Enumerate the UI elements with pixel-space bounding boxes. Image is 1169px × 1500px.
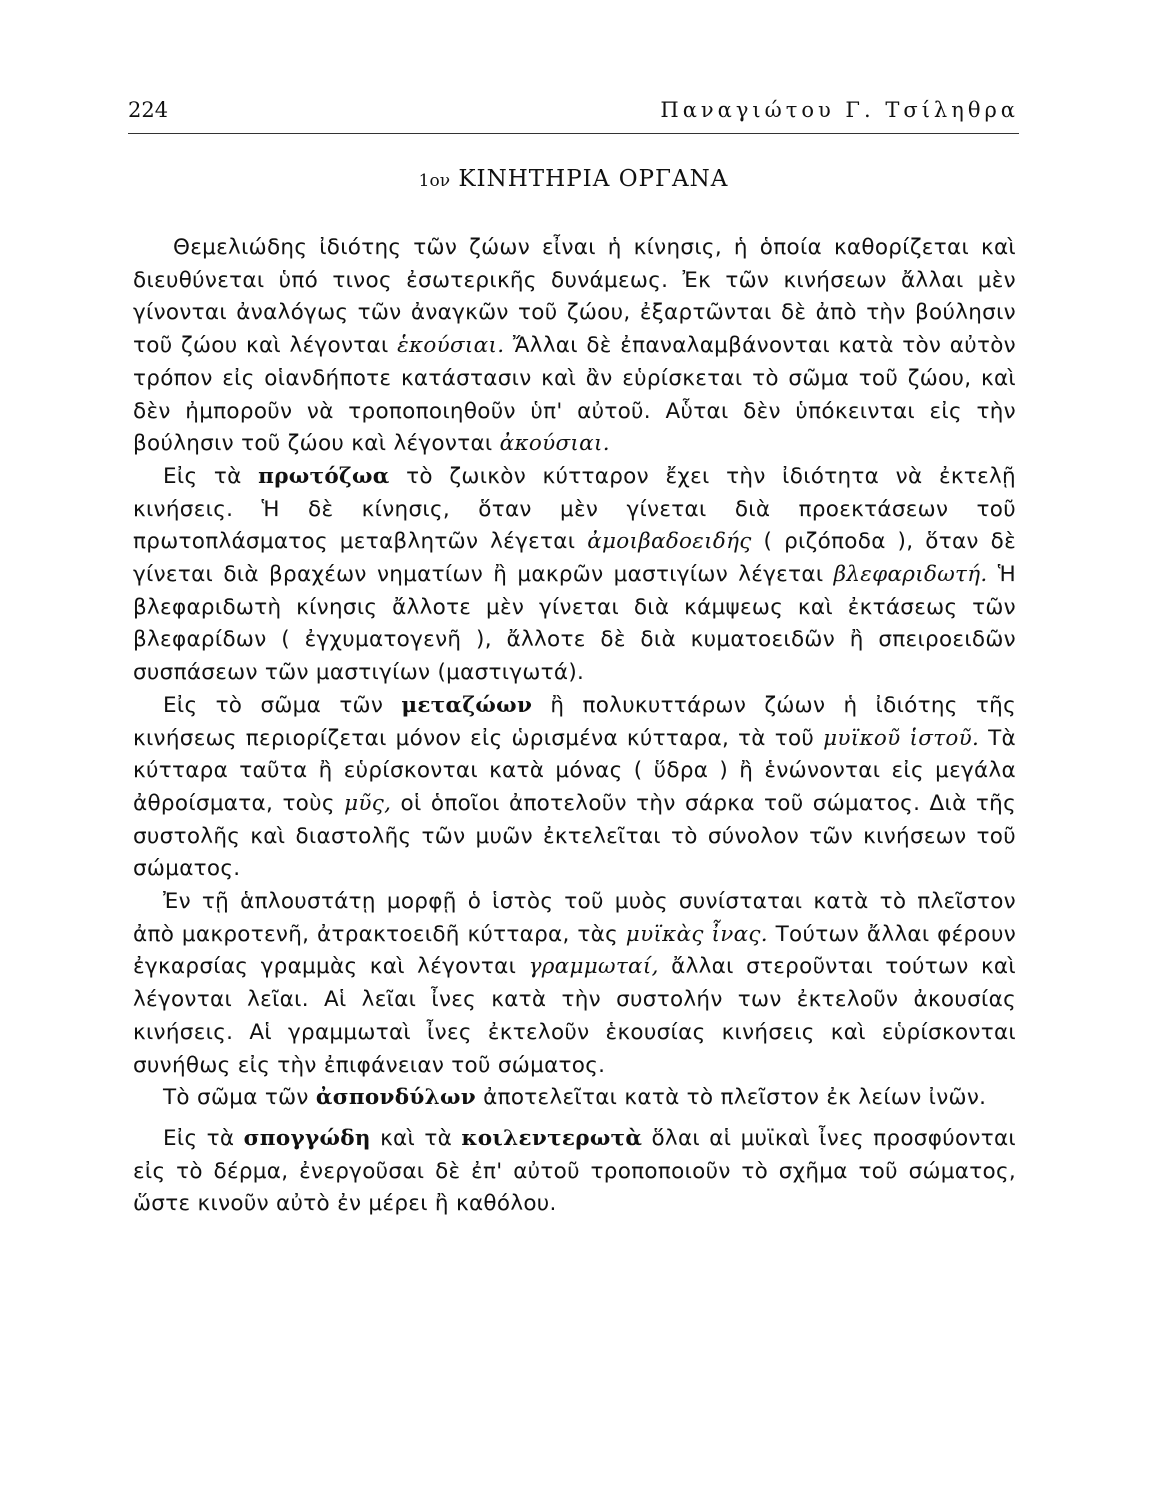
bold-term: πρωτόζωα	[258, 463, 390, 489]
text-run: Θεμελιώδης ἰδιότης τῶν ζώων εἶναι ἡ κίνησις, ἡ ὁποία καθορίζεται καὶ διευθύνεται ὑπό τινος ἐσωτερικῆς δυνάμεως. Ἐκ τῶν κινήσεων ἄλλαι μὲν γίνονται ἀναλόγως τῶν ἀναγκῶν τοῦ ζώου, ἐξαρτῶνται δὲ ἀπὸ τὴν βούλησιν τοῦ ζώου καὶ λέγονται	[133, 235, 1016, 359]
text-run: ὅλαι αἱ μυϊκαὶ ἶνες προσφύονται εἰς τὸ δέρμα, ἐνεργοῦσαι δὲ ἐπ' αὐτοῦ τροποποιοῦν τὸ σχῆμα τοῦ σώματος, ὥστε κινοῦν αὐτὸ ἐν μέρει ἢ καθόλου.	[133, 1125, 1016, 1217]
bold-term: σπογγώδη	[243, 1125, 371, 1151]
text-run: Τούτων ἄλλαι φέρουν ἐγκαρσίας γραμμὰς καὶ λέγονται	[133, 921, 1017, 980]
italic-term: μῦς,	[344, 790, 392, 816]
text-run: Ἐν τῇ ἁπλουστάτῃ μορφῇ ὁ ἱστὸς τοῦ μυὸς συνίσταται κατὰ τὸ πλεῖστον ἀπὸ μακροτενῆ, ἀτρακτοειδῆ κύτταρα, τὰς	[133, 889, 1016, 947]
text-run: Εἰς τὰ	[163, 463, 259, 489]
paragraph-6	[133, 1123, 1016, 1221]
italic-term: μυϊκοῦ ἱστοῦ.	[823, 725, 980, 751]
section-heading: ΚΙΝΗΤΗΡΙΑ ΟΡΓΑΝΑ	[458, 166, 729, 192]
italic-term: γραμμωταί,	[528, 954, 659, 980]
text-run: τὸ ζωικὸν κύτταρον ἔχει τὴν ἰδιότητα νὰ ἐκτελῇ κινήσεις. Ἡ δὲ κίνησις, ὅταν μὲν γίνεται διὰ προεκτάσεων τοῦ πρωτοπλάσματος μεταβλητῶν λέγεται	[133, 463, 1016, 555]
text-run: οἱ ὁποῖοι ἀποτελοῦν τὴν σάρκα τοῦ σώματος. Διὰ τῆς συστολῆς καὶ διαστολῆς τῶν μυῶν ἐκτελεῖται τὸ σύνολον τῶν κινήσεων τοῦ σώματος.	[133, 790, 1016, 882]
paragraph-3	[133, 690, 1016, 886]
page-number: 224	[128, 98, 169, 122]
text-run: Εἰς τὰ	[163, 1125, 244, 1151]
bold-term: κοιλεντερωτὰ	[461, 1125, 643, 1151]
italic-term: ἀμοιβαδοειδής	[587, 529, 752, 555]
text-run: καὶ τὰ	[370, 1125, 462, 1151]
page-header	[128, 98, 1019, 134]
italic-term: βλεφαριδωτή.	[833, 562, 988, 588]
body-text	[133, 232, 1016, 1221]
header-rule	[128, 133, 1019, 134]
italic-term: ἑκούσιαι.	[397, 333, 505, 359]
section-number: 1ον	[418, 171, 451, 191]
text-run: ἢ πολυκυττάρων ζώων ἡ ἰδιότης τῆς κινήσεως περιορίζεται μόνον εἰς ὡρισμένα κύτταρα, τὰ τοῦ	[133, 692, 1016, 751]
paragraph-2	[133, 461, 1016, 690]
text-run: ( ριζόποδα ), ὅταν δὲ γίνεται διὰ βραχέων νηματίων ἢ μακρῶν μαστιγίων λέγεται	[133, 529, 1016, 588]
italic-term: μυϊκὰς ἶνας.	[625, 921, 768, 947]
text-run: ἀποτελεῖται κατὰ τὸ πλεῖστον ἐκ λείων ἰνῶν.	[475, 1085, 987, 1111]
text-run: ἄλλαι στεροῦνται τούτων καὶ λέγονται λεῖαι. Αἱ λεῖαι ἶνες κατὰ τὴν συστολήν των ἐκτελοῦν ἀκουσίας κινήσεις. Αἱ γραμμωταὶ ἶνες ἐκτελοῦν ἑκουσίας κινήσεις καὶ εὑρίσκονται συνήθως εἰς τὴν ἐπιφάνειαν τοῦ σώματος.	[133, 954, 1016, 1078]
paragraph-1	[133, 232, 1016, 461]
paragraph-5	[133, 1082, 1016, 1115]
text-run: Ἄλλαι δὲ ἐπαναλαμβάνονται κατὰ τὸν αὐτὸν τρόπον εἰς οἱανδήποτε κατάστασιν καὶ ἂν εὑρίσκεται τὸ σῶμα τοῦ ζώου, καὶ δὲν ἠμποροῦν νὰ τροποποιηθοῦν ὑπ' αὐτοῦ. Αὗται δὲν ὑπόκεινται εἰς τὴν βούλησιν τοῦ ζώου καὶ λέγονται	[133, 333, 1016, 457]
bold-term: μεταζώων	[401, 692, 533, 718]
text-run: Εἰς τὸ σῶμα τῶν	[163, 692, 402, 718]
section-title	[128, 166, 1019, 192]
italic-term: ἀκούσιαι.	[499, 431, 610, 457]
bold-term: ἀσπονδύλων	[315, 1085, 476, 1111]
running-head-author: Παναγιώτου Γ. Τσίληθρα	[660, 98, 1019, 122]
text-run: Τὸ σῶμα τῶν	[163, 1085, 316, 1111]
text-run: Ἡ βλεφαριδωτὴ κίνησις ἄλλοτε μὲν γίνεται διὰ κάμψεως καὶ ἐκτάσεως τῶν βλεφαρίδων ( ἐγχυματογενῆ ), ἄλλοτε δὲ διὰ κυματοειδῶν ἢ σπειροειδῶν συσπάσεων τῶν μαστιγίων (μαστιγωτά).	[133, 562, 1017, 686]
paragraph-4	[133, 886, 1016, 1082]
text-run: Τὰ κύτταρα ταῦτα ἢ εὑρίσκονται κατὰ μόνας ( ὕδρα ) ἢ ἑνώνονται εἰς μεγάλα ἀθροίσματα, τοὺς	[133, 725, 1016, 816]
